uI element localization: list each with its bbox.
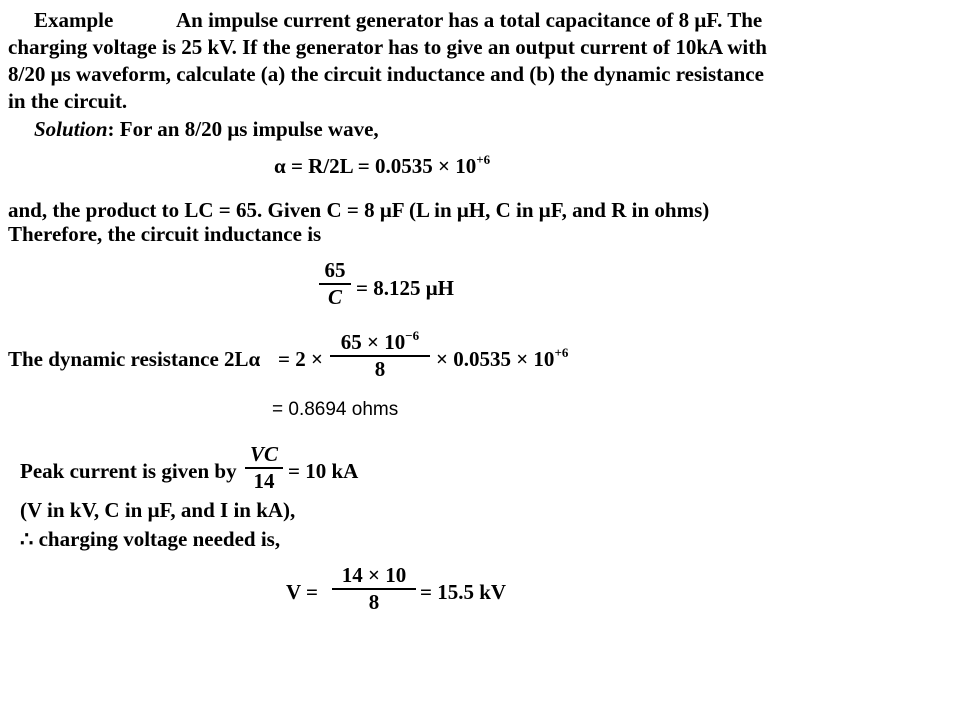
inductance-result: = 8.125 μH — [356, 276, 454, 300]
lc-line-1: and, the product to LC = 65. Given C = 8 μF (L in μH, C in μF, and R in ohms) — [8, 198, 710, 222]
inductance-fraction — [319, 259, 351, 309]
problem-line-4: in the circuit. — [8, 89, 128, 113]
peak-current-label: Peak current is given by — [20, 459, 237, 483]
inductance-denominator: C — [327, 285, 342, 309]
solution-label: Solution — [34, 117, 108, 141]
resistance-suffix-text: × 0.0535 × 10 — [436, 347, 555, 371]
resistance-label: The dynamic resistance 2Lα — [8, 347, 261, 371]
inductance-numerator: 65 — [324, 258, 346, 282]
therefore-line: ∴ charging voltage needed is, — [20, 527, 281, 551]
resistance-numerator — [330, 328, 430, 354]
voltage-result: = 15.5 kV — [420, 580, 507, 604]
voltage-numerator: 14 × 10 — [341, 563, 407, 587]
problem-line-3: 8/20 μs waveform, calculate (a) the circuit inductance and (b) the dynamic resistance — [8, 62, 764, 86]
peak-current-result: = 10 kA — [288, 459, 359, 483]
peak-current-fraction — [245, 443, 283, 493]
resistance-result: = 0.8694 ohms — [272, 399, 399, 420]
resistance-prefix: = 2 × — [278, 347, 323, 371]
lc-line-2: Therefore, the circuit inductance is — [8, 222, 322, 246]
voltage-label: V = — [286, 580, 319, 604]
resistance-suffix — [436, 347, 568, 371]
peak-current-denominator: 14 — [253, 469, 275, 493]
alpha-equation — [274, 154, 490, 178]
peak-current-numerator: VC — [249, 442, 278, 466]
voltage-denominator: 8 — [368, 590, 380, 614]
problem-line-2: charging voltage is 25 kV. If the generator has to give an output current of 10kA with — [8, 35, 767, 59]
resistance-numerator-exponent: −6 — [405, 328, 420, 343]
resistance-suffix-exponent: +6 — [554, 345, 569, 360]
alpha-exponent: +6 — [476, 152, 491, 167]
alpha-equation-text: α = R/2L = 0.0535 × 10 — [274, 154, 477, 178]
resistance-numerator-text: 65 × 10 — [340, 330, 406, 354]
units-line: (V in kV, C in μF, and I in kA), — [20, 498, 296, 522]
resistance-denominator: 8 — [374, 357, 386, 381]
example-label: Example — [34, 8, 114, 32]
problem-line-1: An impulse current generator has a total capacitance of 8 μF. The — [176, 8, 763, 32]
solution-intro-text: : For an 8/20 μs impulse wave, — [107, 117, 379, 141]
solution-intro — [34, 117, 379, 141]
voltage-fraction — [332, 564, 416, 614]
resistance-fraction — [330, 328, 430, 381]
